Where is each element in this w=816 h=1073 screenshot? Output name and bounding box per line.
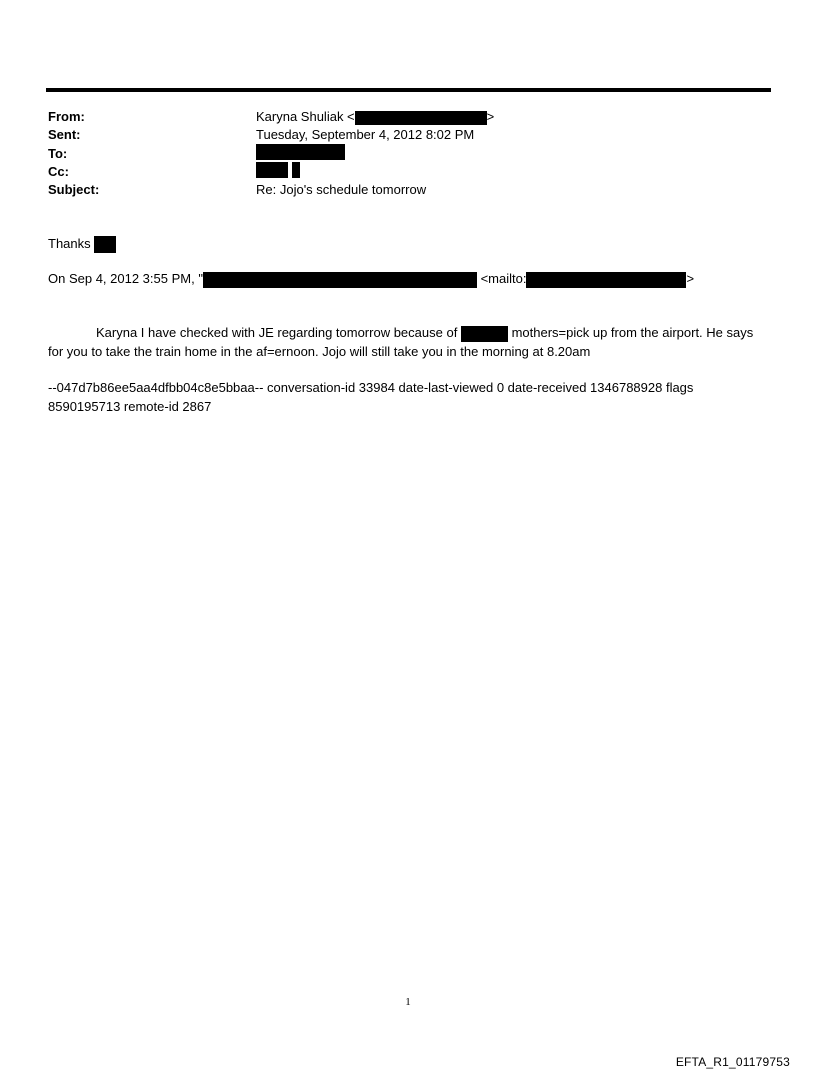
redaction-cc-2 — [292, 162, 300, 178]
from-name: Karyna Shuliak < — [256, 109, 355, 124]
sent-label: Sent: — [48, 127, 81, 142]
redaction-to — [256, 144, 345, 160]
redaction-quote-sender — [203, 272, 477, 288]
from-value — [256, 108, 494, 125]
quote-intro-line — [48, 270, 694, 288]
from-label: From: — [48, 109, 85, 124]
header-divider — [46, 88, 771, 92]
subject-value: Re: Jojo's schedule tomorrow — [256, 182, 427, 197]
message-metadata: --047d7b86ee5aa4dfbb04c8e5bbaa-- conversation-id 33984 date-last-viewed 0 date-received 1346788928 flags 8590195713 remote-id 2867 — [48, 380, 694, 414]
quoted-message — [48, 323, 768, 361]
thanks-line — [48, 235, 116, 253]
redaction-message-name — [461, 326, 508, 342]
thanks-text: Thanks — [48, 236, 91, 251]
sent-value: Tuesday, September 4, 2012 8:02 PM — [256, 127, 475, 142]
message-part2: mothers=pick up from the airport. He says for you to take the train home in the af=ernoon. Jojo will still take you in the morning at 8.20am — [48, 325, 754, 359]
message-part1: Karyna I have checked with JE regarding tomorrow because of — [96, 325, 458, 340]
redaction-from-email — [355, 111, 487, 125]
bates-id: EFTA_R1_01179753 — [675, 1055, 790, 1069]
cc-label: Cc: — [48, 164, 69, 179]
quote-close: > — [686, 271, 695, 286]
redaction-quote-email — [526, 272, 686, 288]
page-number: 1 — [405, 996, 411, 1008]
subject-label: Subject: — [48, 182, 100, 197]
quote-intro-prefix: On Sep 4, 2012 3:55 PM, " — [48, 271, 203, 286]
redaction-cc-1 — [256, 162, 288, 178]
redaction-thanks-name — [94, 236, 116, 253]
to-label: To: — [48, 146, 68, 161]
from-close: > — [486, 109, 495, 124]
quote-mailto: <mailto: — [480, 271, 527, 286]
